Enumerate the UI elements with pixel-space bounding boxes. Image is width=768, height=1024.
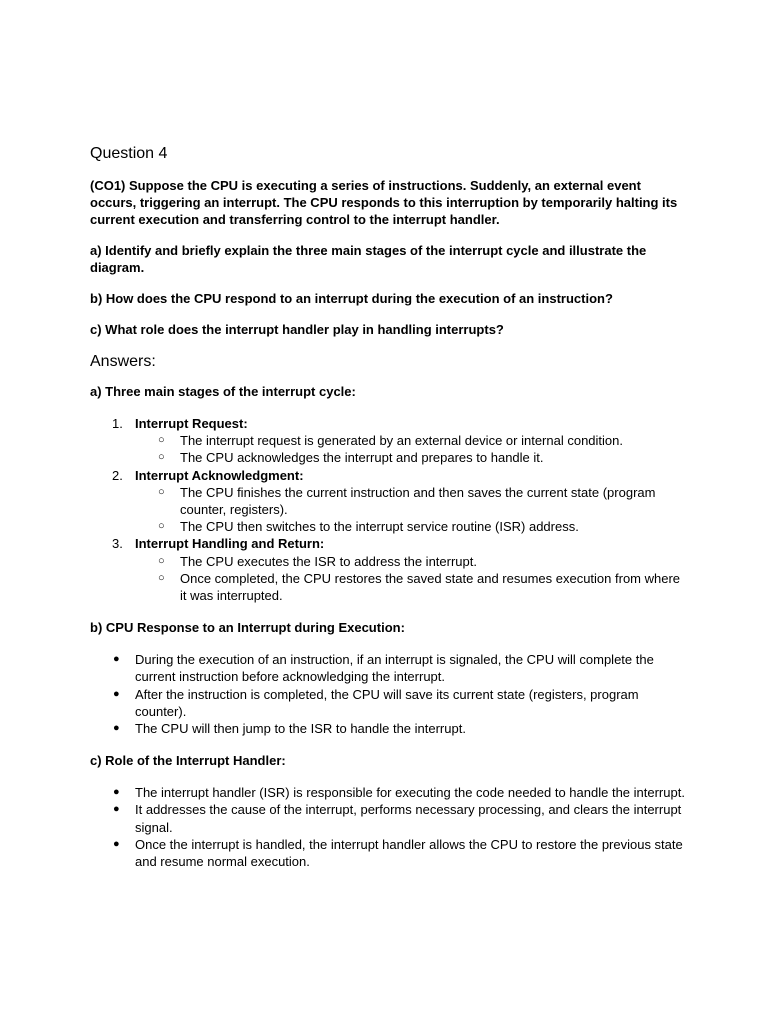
question-intro: (CO1) Suppose the CPU is executing a series of instructions. Suddenly, an external event occurs, triggering an interrupt. The CPU responds to this interruption by temporarily halting its current execution and transferring control to the interrupt handler. [90, 178, 678, 227]
answers-title: Answers: [90, 353, 156, 370]
stage-item [90, 467, 690, 536]
bullet-icon: ● [113, 687, 120, 700]
bullet-icon: ● [113, 653, 120, 666]
list-item-text: Once the interrupt is handled, the interrupt handler allows the CPU to restore the previous state and resume normal execution. [135, 836, 683, 870]
list-item [135, 518, 690, 535]
list-item-text: The interrupt request is generated by an external device or internal condition. [180, 433, 623, 449]
list-item [90, 784, 690, 801]
bullet-icon: ● [113, 837, 120, 850]
answer-c-title: c) Role of the Interrupt Handler: [90, 753, 286, 769]
list-item [135, 449, 690, 466]
circle-bullet-icon: ○ [158, 554, 165, 567]
stage-label: Interrupt Handling and Return: [135, 536, 325, 552]
question-part-b: b) How does the CPU respond to an interrupt during the execution of an instruction? [90, 291, 613, 306]
question-part-a: a) Identify and briefly explain the three main stages of the interrupt cycle and illustrate the diagram. [90, 243, 647, 275]
list-item [135, 432, 690, 449]
question-title: Question 4 [90, 145, 168, 162]
bullet-icon: ● [113, 803, 120, 816]
stage-sublist [135, 432, 690, 466]
stage-number: 1. [112, 416, 123, 431]
list-item [135, 484, 690, 518]
list-item-text: The CPU will then jump to the ISR to handle the interrupt. [135, 721, 466, 737]
stage-label: Interrupt Acknowledgment: [135, 467, 304, 483]
answer-a-title: a) Three main stages of the interrupt cycle: [90, 384, 356, 399]
list-item [90, 801, 690, 835]
list-item-text: The CPU then switches to the interrupt service routine (ISR) address. [180, 519, 579, 535]
list-item [90, 720, 690, 737]
list-item [90, 686, 690, 720]
circle-bullet-icon: ○ [158, 434, 165, 447]
question-part-c: c) What role does the interrupt handler play in handling interrupts? [90, 322, 504, 337]
bullet-icon: ● [113, 722, 120, 735]
circle-bullet-icon: ○ [158, 485, 165, 498]
circle-bullet-icon: ○ [158, 451, 165, 464]
circle-bullet-icon: ○ [158, 520, 165, 533]
list-item-text: After the instruction is completed, the CPU will save its current state (registers, program counter). [135, 686, 639, 719]
stages-list [90, 415, 690, 604]
list-item-text: It addresses the cause of the interrupt, performs necessary processing, and clears the interrupt signal. [135, 802, 682, 835]
stage-sublist [135, 484, 690, 536]
bullet-icon: ● [113, 786, 120, 799]
stage-sublist [135, 553, 690, 605]
list-item [135, 553, 690, 570]
answer-c-list [90, 784, 690, 870]
document-page [90, 144, 690, 885]
list-item-text: The CPU acknowledges the interrupt and prepares to handle it. [180, 450, 544, 466]
list-item-text: During the execution of an instruction, if an interrupt is signaled, the CPU will complete the current instruction before acknowledging the interrupt. [135, 652, 654, 685]
answer-b-list [90, 651, 690, 737]
circle-bullet-icon: ○ [158, 571, 165, 584]
list-item [90, 836, 690, 870]
list-item [90, 651, 690, 685]
stage-number: 3. [112, 536, 123, 552]
list-item-text: The CPU finishes the current instruction and then saves the current state (program counter, registers). [180, 484, 656, 518]
answer-b-title: b) CPU Response to an Interrupt during Execution: [90, 620, 405, 636]
list-item [135, 570, 690, 604]
list-item-text: Once completed, the CPU restores the saved state and resumes execution from where it was interrupted. [180, 570, 681, 604]
stage-number: 2. [112, 467, 123, 483]
list-item-text: The interrupt handler (ISR) is responsible for executing the code needed to handle the interrupt. [135, 785, 685, 801]
list-item-text: The CPU executes the ISR to address the interrupt. [180, 553, 477, 569]
stage-item [90, 535, 690, 604]
stage-item [90, 415, 690, 467]
stage-label: Interrupt Request: [135, 416, 248, 431]
